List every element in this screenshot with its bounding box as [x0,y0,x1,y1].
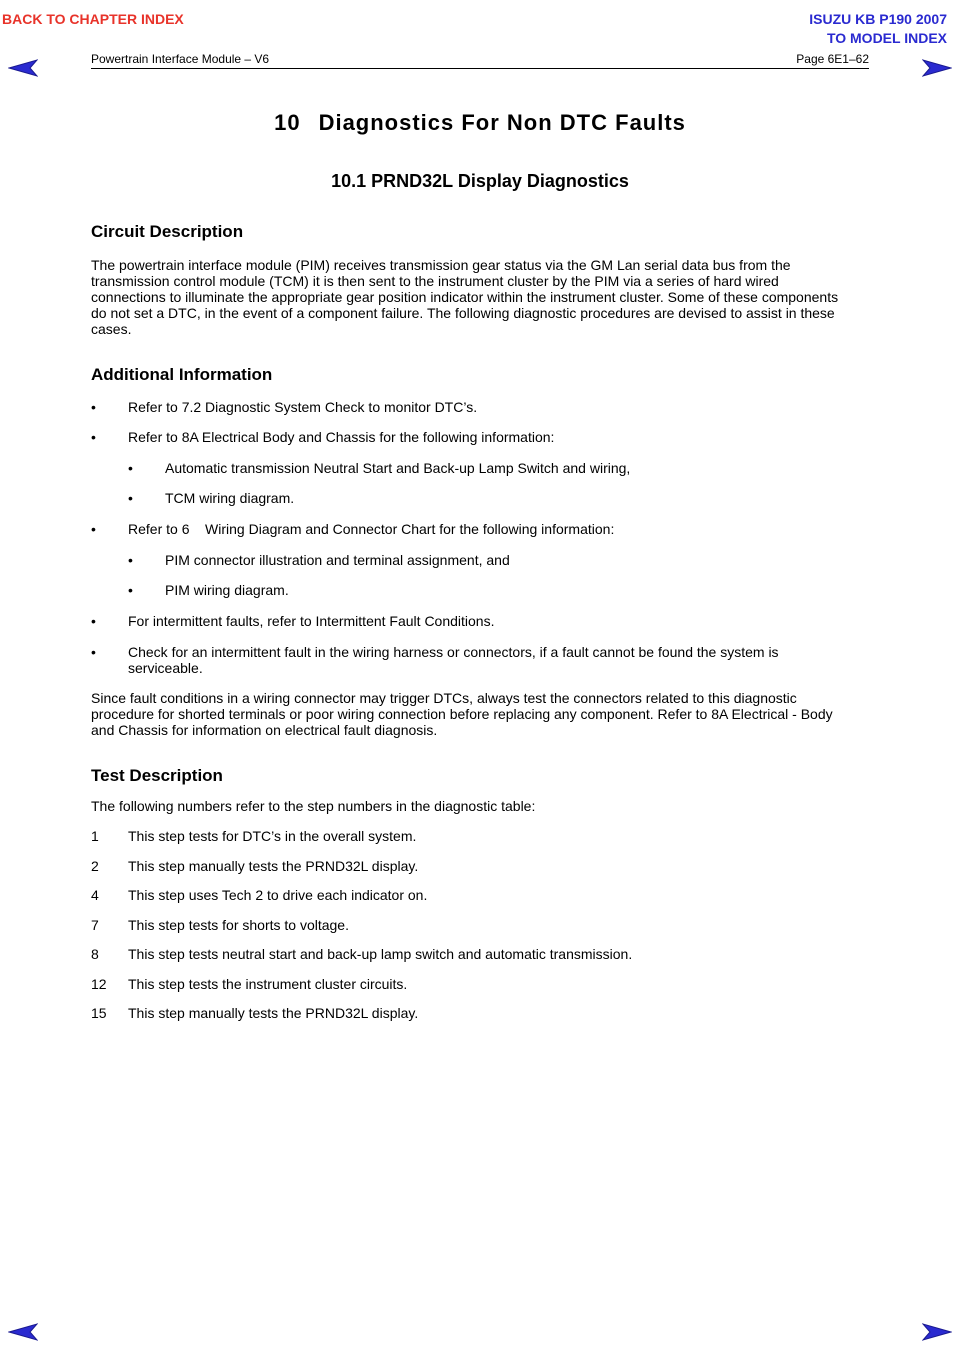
closing-paragraph-line: and Chassis for information on electrical fault diagnosis. [91,722,438,738]
page-number: Page 6E1–62 [796,52,869,66]
bullet-icon: • [128,460,133,476]
arrow-left-icon[interactable] [8,58,38,78]
bullet-icon: • [91,429,96,445]
bullet-icon: • [91,399,96,415]
step-text: This step manually tests the PRND32L display. [128,1005,419,1021]
section-heading [0,110,960,136]
step-text: This step uses Tech 2 to drive each indicator on. [128,887,428,903]
step-text: This step tests neutral start and back-up lamp switch and automatic transmission. [128,946,633,962]
header-divider [91,68,869,69]
circuit-description-line: transmission control module (TCM) it is then sent to the instrument cluster by the PIM via a series of hard wired [91,273,779,289]
circuit-description-line: connections to illuminate the appropriate gear position indicator within the instrument cluster. Some of these components [91,289,839,305]
bullet-icon: • [91,613,96,629]
arrow-right-icon[interactable] [922,58,952,78]
step-number: 1 [91,828,99,844]
step-text: This step tests for DTC’s in the overall system. [128,828,417,844]
bullet-icon: • [91,644,96,660]
step-number: 7 [91,917,99,933]
circuit-description-heading: Circuit Description [91,222,244,241]
to-model-index-link[interactable]: TO MODEL INDEX [826,30,947,46]
step-number: 8 [91,946,99,962]
bullet-icon: • [128,552,133,568]
model-title-link[interactable]: ISUZU KB P190 2007 [809,11,947,27]
circuit-description-line: The powertrain interface module (PIM) receives transmission gear status via the GM Lan serial data bus from the [91,257,791,273]
test-description-intro: The following numbers refer to the step numbers in the diagnostic table: [91,798,536,814]
back-to-chapter-index-link[interactable]: BACK TO CHAPTER INDEX [2,11,184,27]
test-description-heading: Test Description [91,766,223,785]
step-number: 12 [91,976,107,992]
circuit-description-line: do not set a DTC, in the event of a component failure. The following diagnostic procedures are devised to assist in these [91,305,835,321]
circuit-description-line: cases. [91,321,132,337]
step-text: This step tests for shorts to voltage. [128,917,349,933]
subsection-heading: 10.1 PRND32L Display Diagnostics [331,171,629,191]
closing-paragraph-line: Since fault conditions in a wiring connector may trigger DTCs, always test the connectors related to this diagnostic [91,690,797,706]
step-number: 15 [91,1005,107,1021]
arrow-right-icon[interactable] [922,1322,952,1342]
section-number: 10 [274,110,301,135]
step-text: This step tests the instrument cluster circuits. [128,976,408,992]
section-title: Diagnostics For Non DTC Faults [318,110,686,135]
closing-paragraph-line: procedure for shorted terminals or poor wiring connection before replacing any component. Refer to 8A Electrical - Body [91,706,833,722]
step-number: 2 [91,858,99,874]
step-number: 4 [91,887,99,903]
step-text: This step manually tests the PRND32L display. [128,858,419,874]
bullet-icon: • [128,490,133,506]
arrow-left-icon[interactable] [8,1322,38,1342]
additional-information-heading: Additional Information [91,365,273,384]
bullet-icon: • [91,521,96,537]
bullet-icon: • [128,582,133,598]
running-header-title: Powertrain Interface Module – V6 [91,52,270,66]
